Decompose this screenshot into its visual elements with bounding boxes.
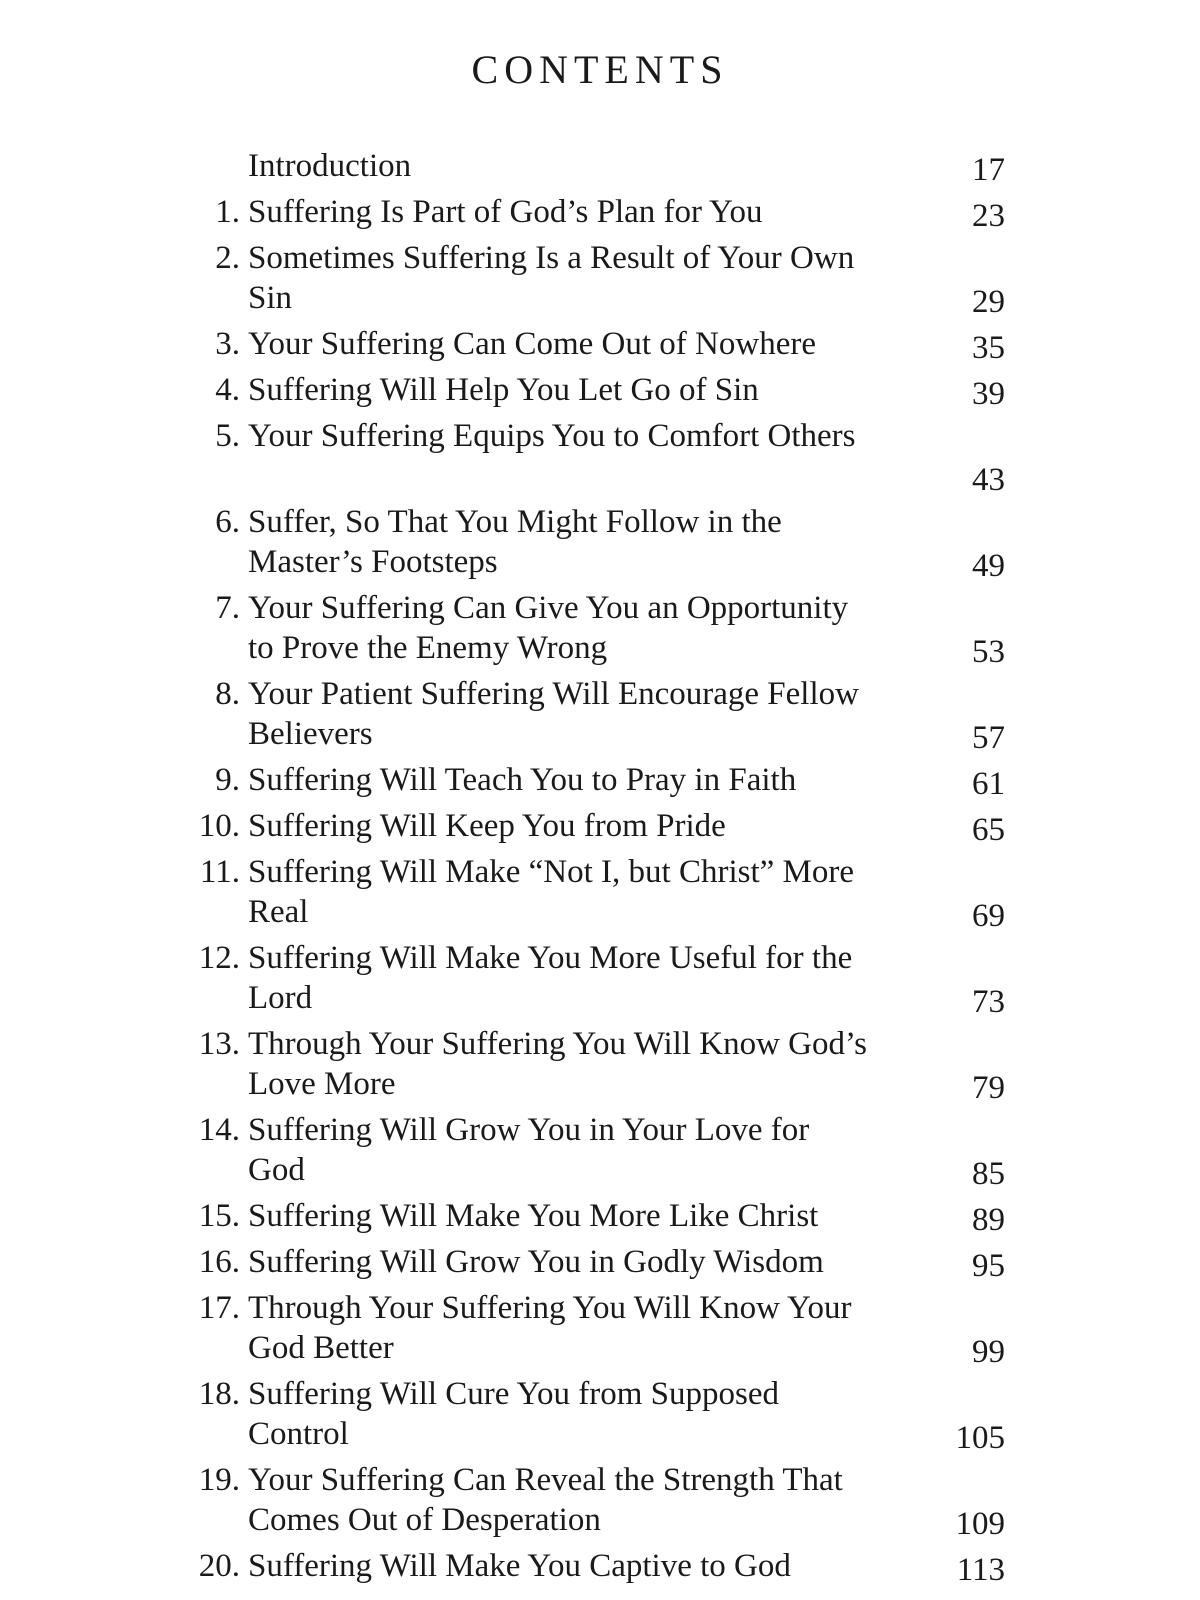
chapter-title: Suffering Will Make You Captive to God <box>248 1548 791 1584</box>
chapter-title: Suffer, So That You Might Follow in the Master’s Footsteps <box>248 504 782 580</box>
toc-entry-15[interactable] <box>0 1196 1200 1236</box>
chapter-number: 17. <box>198 1290 240 1326</box>
chapter-number: 10. <box>198 808 240 844</box>
toc-entry-13[interactable] <box>0 1024 1200 1104</box>
chapter-number: 5. <box>215 418 240 454</box>
chapter-number: 19. <box>198 1462 240 1498</box>
chapter-title: Introduction <box>248 148 412 184</box>
chapter-title: Sometimes Suffering Is a Result of Your Own Sin <box>248 240 855 316</box>
chapter-title: Your Suffering Can Give You an Opportunity to Prove the Enemy Wrong <box>248 590 849 666</box>
toc-entry-14[interactable] <box>0 1110 1200 1190</box>
toc-entry-11[interactable] <box>0 852 1200 932</box>
page-number: 73 <box>972 984 1005 1020</box>
chapter-title: Suffering Will Teach You to Pray in Faith <box>248 762 797 798</box>
page-number: 85 <box>972 1156 1005 1192</box>
page-number: 113 <box>956 1552 1005 1588</box>
chapter-title: Suffering Will Grow You in Your Love for God <box>248 1112 810 1188</box>
toc-entry-4[interactable] <box>0 370 1200 410</box>
page-number: 65 <box>972 812 1005 848</box>
page-number: 57 <box>972 720 1005 756</box>
page-number: 69 <box>972 898 1005 934</box>
page-number: 17 <box>972 152 1005 188</box>
toc-entry-16[interactable] <box>0 1242 1200 1282</box>
page-number: 43 <box>972 462 1005 498</box>
chapter-title: Your Suffering Equips You to Comfort Others <box>248 418 856 454</box>
page-number: 61 <box>972 766 1005 802</box>
page-number: 99 <box>972 1334 1005 1370</box>
chapter-number: 16. <box>198 1244 240 1280</box>
table-of-contents <box>0 146 1200 1592</box>
chapter-title: Suffering Will Cure You from Supposed Control <box>248 1376 779 1452</box>
page-number: 35 <box>972 330 1005 366</box>
chapter-title: Suffering Will Make “Not I, but Christ” More Real <box>248 854 855 930</box>
toc-entry-introduction[interactable] <box>0 146 1200 186</box>
page-number: 105 <box>955 1420 1005 1456</box>
chapter-title: Your Suffering Can Come Out of Nowhere <box>248 326 816 362</box>
toc-entry-1[interactable] <box>0 192 1200 232</box>
chapter-number: 20. <box>198 1548 240 1584</box>
chapter-number: 12. <box>198 940 240 976</box>
toc-entry-17[interactable] <box>0 1288 1200 1368</box>
page-number: 39 <box>972 376 1005 412</box>
page-title: CONTENTS <box>471 47 729 92</box>
chapter-title: Your Suffering Can Reveal the Strength That Comes Out of Desperation <box>248 1462 843 1538</box>
toc-entry-6[interactable] <box>0 502 1200 582</box>
chapter-number: 2. <box>215 240 240 276</box>
chapter-number: 8. <box>215 676 240 712</box>
chapter-title: Through Your Suffering You Will Know Your God Better <box>248 1290 852 1366</box>
toc-entry-20[interactable] <box>0 1546 1200 1586</box>
chapter-number: 15. <box>198 1198 240 1234</box>
page-number: 79 <box>972 1070 1005 1106</box>
chapter-number: 4. <box>215 372 240 408</box>
chapter-number: 6. <box>215 504 240 540</box>
chapter-number: 7. <box>215 590 240 626</box>
page-number: 49 <box>972 548 1005 584</box>
chapter-title: Suffering Will Make You More Useful for the Lord <box>248 940 853 1016</box>
chapter-number: 9. <box>215 762 240 798</box>
toc-entry-7[interactable] <box>0 588 1200 668</box>
chapter-number: 11. <box>199 854 240 890</box>
chapter-title: Your Patient Suffering Will Encourage Fellow Believers <box>248 676 859 752</box>
page-number: 53 <box>972 634 1005 670</box>
page-number: 23 <box>972 198 1005 234</box>
toc-entry-18[interactable] <box>0 1374 1200 1454</box>
chapter-title: Suffering Will Grow You in Godly Wisdom <box>248 1244 824 1280</box>
page-number: 89 <box>972 1202 1005 1238</box>
chapter-title: Suffering Will Make You More Like Christ <box>248 1198 819 1234</box>
toc-entry-10[interactable] <box>0 806 1200 846</box>
toc-entry-19[interactable] <box>0 1460 1200 1540</box>
chapter-title: Suffering Is Part of God’s Plan for You <box>248 194 763 230</box>
toc-entry-3[interactable] <box>0 324 1200 364</box>
toc-entry-12[interactable] <box>0 938 1200 1018</box>
page-number: 29 <box>972 284 1005 320</box>
toc-entry-8[interactable] <box>0 674 1200 754</box>
toc-entry-9[interactable] <box>0 760 1200 800</box>
chapter-number: 14. <box>198 1112 240 1148</box>
chapter-number: 1. <box>215 194 240 230</box>
toc-entry-2[interactable] <box>0 238 1200 318</box>
chapter-title: Suffering Will Keep You from Pride <box>248 808 726 844</box>
toc-entry-5[interactable] <box>0 416 1200 496</box>
page-number: 95 <box>972 1248 1005 1284</box>
chapter-title: Through Your Suffering You Will Know God’s Love More <box>248 1026 868 1102</box>
chapter-number: 3. <box>215 326 240 362</box>
page-number: 109 <box>955 1506 1005 1542</box>
chapter-number: 13. <box>198 1026 240 1062</box>
chapter-number: 18. <box>198 1376 240 1412</box>
chapter-title: Suffering Will Help You Let Go of Sin <box>248 372 759 408</box>
